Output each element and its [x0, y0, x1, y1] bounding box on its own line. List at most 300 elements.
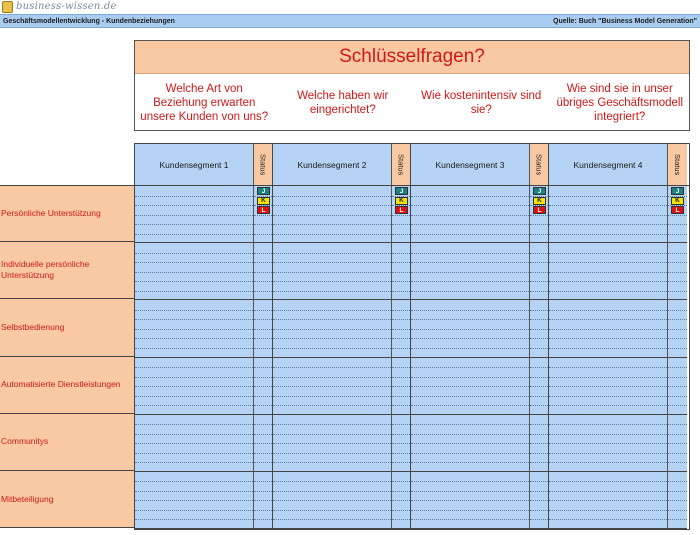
dotted-line [135, 510, 253, 511]
dotted-line [411, 377, 529, 378]
input-cell[interactable] [411, 358, 529, 415]
dotted-line [273, 377, 391, 378]
input-cell[interactable] [273, 300, 391, 357]
input-cell[interactable] [549, 186, 667, 243]
key-question: Welche haben wir eingerichtet? [297, 89, 389, 116]
dotted-line [254, 291, 272, 292]
dotted-line [411, 491, 529, 492]
dotted-line [254, 272, 272, 273]
key-question: Wie kostenintensiv sind sie? [421, 89, 542, 116]
dotted-line [549, 367, 667, 368]
dotted-line [135, 215, 253, 216]
input-cell[interactable] [135, 300, 253, 357]
dotted-line [549, 234, 667, 235]
dotted-line [273, 443, 391, 444]
dotted-line [135, 377, 253, 378]
dotted-line [668, 310, 687, 311]
status-label: Status [534, 153, 544, 176]
dotted-line [254, 253, 272, 254]
status-badge-l: L [257, 206, 270, 214]
status-cell[interactable] [392, 186, 410, 243]
status-cell[interactable] [254, 358, 272, 415]
dotted-line [273, 405, 391, 406]
dotted-line [549, 281, 667, 282]
status-badge-k: K [257, 197, 270, 205]
dotted-line [135, 348, 253, 349]
dotted-line [392, 424, 410, 425]
dotted-line [254, 262, 272, 263]
status-cell[interactable] [668, 243, 687, 300]
dotted-line [273, 367, 391, 368]
status-badge-k: K [671, 197, 684, 205]
status-cell[interactable] [254, 415, 272, 472]
status-label: Status [396, 153, 406, 176]
dotted-line [254, 510, 272, 511]
dotted-line [549, 348, 667, 349]
dotted-line [549, 443, 667, 444]
dotted-line [135, 224, 253, 225]
dotted-line [135, 453, 253, 454]
status-header [392, 144, 411, 185]
category-label: Persönliche Unterstützung [0, 185, 134, 242]
status-cell[interactable] [392, 300, 410, 357]
dotted-line [530, 491, 548, 492]
key-questions-title: Schlüsselfragen? [135, 41, 689, 74]
segment-header [411, 144, 549, 185]
dotted-line [135, 310, 253, 311]
dotted-line [411, 319, 529, 320]
dotted-line [392, 329, 410, 330]
status-badge-l: L [533, 206, 546, 214]
segment-header [273, 144, 411, 185]
input-cell[interactable] [549, 300, 667, 357]
dotted-line [254, 224, 272, 225]
dotted-line [668, 253, 687, 254]
dotted-line [273, 491, 391, 492]
segment-header-row [135, 144, 689, 186]
input-cell[interactable] [273, 472, 391, 529]
input-cell[interactable] [273, 186, 391, 243]
status-column [392, 186, 411, 529]
dotted-line [549, 434, 667, 435]
dotted-line [411, 434, 529, 435]
dotted-line [668, 224, 687, 225]
dotted-line [254, 367, 272, 368]
status-cell[interactable] [530, 415, 548, 472]
dotted-line [530, 281, 548, 282]
header-source: Quelle: Buch "Business Model Generation" [553, 17, 697, 25]
dotted-line [254, 434, 272, 435]
status-badge-l: L [395, 206, 408, 214]
dotted-line [549, 215, 667, 216]
dotted-line [411, 310, 529, 311]
dotted-line [254, 215, 272, 216]
status-label: Status [258, 153, 268, 176]
dotted-line [254, 281, 272, 282]
input-cell[interactable] [411, 243, 529, 300]
dotted-line [254, 319, 272, 320]
dotted-line [530, 329, 548, 330]
segment-input-column [411, 186, 530, 529]
dotted-line [668, 281, 687, 282]
dotted-line [549, 224, 667, 225]
segment-name: Kundensegment 1 [135, 144, 254, 185]
dotted-line [273, 462, 391, 463]
dotted-line [273, 196, 391, 197]
dotted-line [135, 205, 253, 206]
dotted-line [549, 205, 667, 206]
input-cell[interactable] [135, 186, 253, 243]
dotted-line [392, 224, 410, 225]
dotted-line [135, 519, 253, 520]
dotted-line [411, 253, 529, 254]
dotted-line [668, 396, 687, 397]
dotted-line [135, 329, 253, 330]
status-badge-j: J [257, 187, 270, 195]
dotted-line [135, 424, 253, 425]
dotted-line [135, 367, 253, 368]
dotted-line [411, 510, 529, 511]
dotted-line [411, 215, 529, 216]
dotted-line [549, 291, 667, 292]
dotted-line [549, 377, 667, 378]
dotted-line [273, 386, 391, 387]
input-cell[interactable] [135, 415, 253, 472]
dotted-line [530, 215, 548, 216]
status-header [668, 144, 687, 185]
dotted-line [411, 272, 529, 273]
input-cell[interactable] [273, 415, 391, 472]
dotted-line [411, 205, 529, 206]
input-cell[interactable] [135, 472, 253, 529]
status-badge-l: L [671, 206, 684, 214]
status-badge-k: K [395, 197, 408, 205]
dotted-line [392, 310, 410, 311]
dotted-line [392, 262, 410, 263]
dotted-line [549, 196, 667, 197]
logo-icon [2, 1, 13, 13]
dotted-line [392, 396, 410, 397]
dotted-line [254, 338, 272, 339]
dotted-line [254, 234, 272, 235]
dotted-line [392, 377, 410, 378]
dotted-line [273, 281, 391, 282]
status-cell[interactable] [530, 300, 548, 357]
status-cell[interactable] [530, 358, 548, 415]
status-header [254, 144, 273, 185]
dotted-line [530, 510, 548, 511]
dotted-line [549, 405, 667, 406]
dotted-line [549, 491, 667, 492]
category-label: Communitys [0, 414, 134, 471]
segment-name: Kundensegment 3 [411, 144, 530, 185]
dotted-line [273, 234, 391, 235]
dotted-line [549, 396, 667, 397]
dotted-line [530, 224, 548, 225]
dotted-line [668, 348, 687, 349]
category-label: Selbstbedienung [0, 299, 134, 356]
dotted-line [668, 338, 687, 339]
dotted-line [135, 253, 253, 254]
dotted-line [135, 491, 253, 492]
input-cell[interactable] [411, 472, 529, 529]
dotted-line [273, 329, 391, 330]
dotted-line [530, 434, 548, 435]
dotted-line [135, 462, 253, 463]
segment-name: Kundensegment 4 [549, 144, 668, 185]
dotted-line [135, 272, 253, 273]
dotted-line [254, 377, 272, 378]
dotted-line [549, 386, 667, 387]
input-cell[interactable] [411, 415, 529, 472]
dotted-line [530, 462, 548, 463]
dotted-line [411, 396, 529, 397]
dotted-line [530, 386, 548, 387]
dotted-line [411, 443, 529, 444]
dotted-line [273, 481, 391, 482]
dotted-line [668, 434, 687, 435]
dotted-line [273, 205, 391, 206]
dotted-line [273, 396, 391, 397]
dotted-line [392, 405, 410, 406]
dotted-line [411, 481, 529, 482]
dotted-line [530, 377, 548, 378]
dotted-line [254, 405, 272, 406]
dotted-line [273, 215, 391, 216]
dotted-line [530, 396, 548, 397]
status-cell[interactable] [254, 186, 272, 243]
key-question: Welche Art von Beziehung erwarten unsere Kunden von uns? [140, 82, 269, 123]
status-header [530, 144, 549, 185]
site-logo[interactable] [2, 0, 117, 13]
dotted-line [411, 196, 529, 197]
category-label: Individuelle persönliche Unterstützung [0, 242, 134, 299]
dotted-line [411, 367, 529, 368]
dotted-line [254, 424, 272, 425]
dotted-line [273, 253, 391, 254]
input-cell[interactable] [273, 243, 391, 300]
dotted-line [135, 291, 253, 292]
status-cell[interactable] [530, 243, 548, 300]
dotted-line [549, 338, 667, 339]
status-column [668, 186, 687, 529]
dotted-line [668, 453, 687, 454]
dotted-line [530, 519, 548, 520]
dotted-line [668, 424, 687, 425]
input-cell[interactable] [549, 243, 667, 300]
key-question: Wie sind sie in unser übriges Geschäftsmodell integriert? [556, 82, 684, 123]
dotted-line [411, 453, 529, 454]
dotted-line [668, 386, 687, 387]
dotted-line [668, 234, 687, 235]
dotted-line [668, 272, 687, 273]
segment-header [549, 144, 687, 185]
dotted-line [549, 510, 667, 511]
dotted-line [135, 319, 253, 320]
dotted-line [668, 481, 687, 482]
dotted-line [549, 310, 667, 311]
segment-input-column [549, 186, 668, 529]
dotted-line [135, 281, 253, 282]
dotted-line [135, 338, 253, 339]
dotted-line [135, 481, 253, 482]
dotted-line [273, 224, 391, 225]
dotted-line [549, 500, 667, 501]
segment-header [135, 144, 273, 185]
dotted-line [392, 367, 410, 368]
status-badge-j: J [671, 187, 684, 195]
status-cell[interactable] [668, 358, 687, 415]
dotted-line [530, 253, 548, 254]
dotted-line [254, 500, 272, 501]
dotted-line [135, 434, 253, 435]
dotted-line [411, 405, 529, 406]
dotted-line [530, 310, 548, 311]
dotted-line [135, 443, 253, 444]
status-cell[interactable] [530, 186, 548, 243]
segment-input-column [273, 186, 392, 529]
key-questions-box [134, 40, 690, 131]
dotted-line [392, 453, 410, 454]
status-cell[interactable] [254, 300, 272, 357]
dotted-line [392, 462, 410, 463]
status-cell[interactable] [668, 300, 687, 357]
dotted-line [530, 443, 548, 444]
dotted-line [530, 234, 548, 235]
status-badge-j: J [395, 187, 408, 195]
dotted-line [530, 500, 548, 501]
status-label: Status [673, 153, 682, 176]
dotted-line [254, 348, 272, 349]
category-label: Automatisierte Dienstleistungen [0, 357, 134, 414]
dotted-line [668, 491, 687, 492]
dotted-line [668, 462, 687, 463]
dotted-line [273, 519, 391, 520]
dotted-line [411, 281, 529, 282]
status-cell[interactable] [392, 415, 410, 472]
dotted-line [392, 253, 410, 254]
status-badge-j: J [533, 187, 546, 195]
dotted-line [273, 338, 391, 339]
dotted-line [530, 262, 548, 263]
dotted-line [273, 424, 391, 425]
dotted-line [411, 424, 529, 425]
input-cell[interactable] [411, 186, 529, 243]
dotted-line [392, 386, 410, 387]
header-bar [0, 14, 700, 28]
status-cell[interactable] [254, 243, 272, 300]
dotted-line [254, 481, 272, 482]
dotted-line [273, 310, 391, 311]
dotted-line [392, 291, 410, 292]
status-cell[interactable] [668, 472, 687, 529]
dotted-line [411, 519, 529, 520]
status-cell[interactable] [392, 243, 410, 300]
dotted-line [530, 338, 548, 339]
dotted-line [549, 481, 667, 482]
dotted-line [273, 453, 391, 454]
input-cell[interactable] [273, 358, 391, 415]
dotted-line [530, 481, 548, 482]
status-cell[interactable] [254, 472, 272, 529]
dotted-line [273, 510, 391, 511]
input-cell[interactable] [549, 472, 667, 529]
dotted-line [668, 291, 687, 292]
dotted-line [549, 453, 667, 454]
dotted-line [392, 319, 410, 320]
status-cell[interactable] [392, 472, 410, 529]
dotted-line [549, 262, 667, 263]
dotted-line [392, 215, 410, 216]
dotted-line [411, 500, 529, 501]
dotted-line [254, 310, 272, 311]
dotted-line [392, 348, 410, 349]
dotted-line [135, 500, 253, 501]
dotted-line [411, 462, 529, 463]
input-cell[interactable] [135, 358, 253, 415]
dotted-line [668, 215, 687, 216]
dotted-line [254, 453, 272, 454]
dotted-line [549, 329, 667, 330]
status-cell[interactable] [668, 186, 687, 243]
dotted-line [549, 253, 667, 254]
dotted-line [273, 272, 391, 273]
dotted-line [549, 519, 667, 520]
input-cell[interactable] [135, 243, 253, 300]
dotted-line [254, 491, 272, 492]
dotted-line [392, 481, 410, 482]
category-column [0, 185, 134, 530]
segment-input-column [135, 186, 254, 529]
status-cell[interactable] [530, 472, 548, 529]
input-cell[interactable] [549, 415, 667, 472]
dotted-line [668, 519, 687, 520]
header-title: Geschäftsmodellentwicklung - Kundenbeziehungen [3, 17, 175, 25]
dotted-line [530, 272, 548, 273]
dotted-line [668, 367, 687, 368]
dotted-line [411, 291, 529, 292]
dotted-line [135, 396, 253, 397]
dotted-line [668, 377, 687, 378]
dotted-line [411, 386, 529, 387]
dotted-line [668, 319, 687, 320]
dotted-line [549, 462, 667, 463]
dotted-line [254, 462, 272, 463]
status-cell[interactable] [668, 415, 687, 472]
dotted-line [254, 519, 272, 520]
status-column [254, 186, 273, 529]
dotted-line [135, 405, 253, 406]
input-cell[interactable] [549, 358, 667, 415]
dotted-line [411, 348, 529, 349]
dotted-line [273, 434, 391, 435]
dotted-line [668, 329, 687, 330]
dotted-line [668, 500, 687, 501]
status-cell[interactable] [392, 358, 410, 415]
dotted-line [135, 386, 253, 387]
dotted-line [273, 500, 391, 501]
dotted-line [530, 291, 548, 292]
dotted-line [135, 196, 253, 197]
dotted-line [549, 319, 667, 320]
dotted-line [392, 491, 410, 492]
dotted-line [254, 329, 272, 330]
input-cell[interactable] [411, 300, 529, 357]
category-label: Mitbeteiligung [0, 471, 134, 528]
status-badge-k: K [533, 197, 546, 205]
logo-text: business-wissen.de [16, 1, 117, 12]
dotted-line [530, 319, 548, 320]
